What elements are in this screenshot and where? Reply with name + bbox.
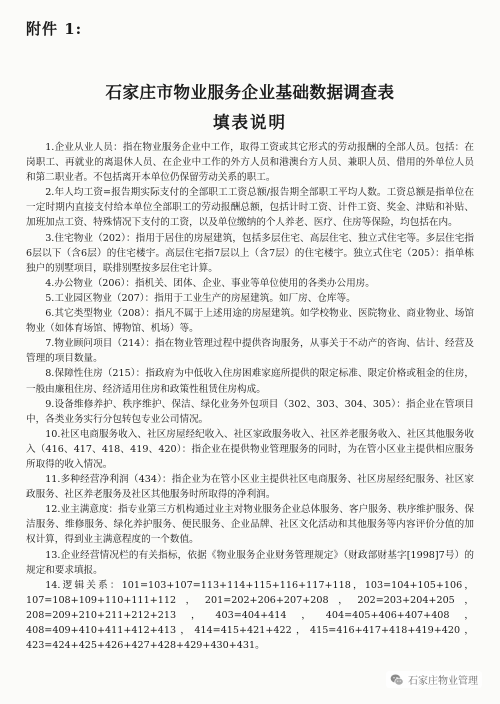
watermark bbox=[386, 671, 482, 688]
instruction-item-3: 3.住宅物业（202）：指用于居住的房屋建筑，包括多层住宅、高层住宅、独立式住宅等。多层住宅指6层以下（含6层）的住宅楼宇。高层住宅指7层以上（含7层）的住宅楼宇。独立式住宅（205）：指单栋独户的别墅项目，联排别墅按多层住宅计算。 bbox=[26, 232, 474, 274]
instruction-item-10: 10.社区电商服务收入、社区房屋经纪收入、社区家政服务收入、社区养老服务收入、社区其他服务收入（416、417、418、419、420）：指企业在提供物业管理服务的同时，为在管小区业主提供相应服务所取得的收入情况。 bbox=[26, 428, 474, 470]
instruction-item-14: 14.逻辑关系：101=103+107=113+114+115+116+117+118，103=104+105+106，107=108+109+110+111+112，201=202+206+207+208，202=203+204+205，208=209+210+211+212+213，403=404+414，404=405+406+407+408，408=409+410+411+412+413，414=415+421+422，415=416+417+418+419+420，423=424+425+426+427+428+429+430+431。 bbox=[26, 579, 474, 652]
instruction-list bbox=[26, 140, 474, 653]
wechat-icon bbox=[390, 673, 404, 687]
instruction-item-11: 11.多种经营净利润（434）：指企业为在管小区业主提供社区电商服务、社区房屋经纪服务、社区家政服务、社区养老服务及社区其他服务时所取得的净利润。 bbox=[26, 474, 474, 501]
instruction-item-2: 2.年人均工资=报告期实际支付的全部职工工资总额/报告期全部职工平均人数。工资总额是指单位在一定时期内直接支付给本单位全部职工的劳动报酬总额，包括计时工资、计件工资、奖金、津贴和补贴、加班加点工资、特殊情况下支付的工资，以及单位缴纳的个人养老、医疗、住房等保险，均包括在内。 bbox=[26, 187, 474, 229]
instruction-item-8: 8.保障性住房（215）：指政府为中低收入住房困难家庭所提供的限定标准、限定价格或租金的住房，一般由廉租住房、经济适用住房和政策性租赁住房构成。 bbox=[26, 368, 474, 395]
watermark-text: 石家庄物业管理 bbox=[408, 676, 478, 687]
instructions-heading: 填表说明 bbox=[213, 113, 287, 132]
document-title: 石家庄市物业服务企业基础数据调查表 bbox=[105, 83, 395, 102]
instruction-item-4: 4.办公物业（206）：指机关、团体、企业、事业等单位使用的各类办公用房。 bbox=[45, 277, 375, 289]
instruction-item-9: 9.设备维修养护、秩序维护、保洁、绿化业务外包项目（302、303、304、305）：指企业在管项目中，各类业务实行分包转包专业公司情况。 bbox=[26, 398, 474, 425]
instruction-item-6: 6.其它类型物业（208）：指凡不属于上述用途的房屋建筑。如学校物业、医院物业、商业物业、场馆物业（如体育场馆、博物馆、机场）等。 bbox=[26, 308, 474, 335]
instruction-item-1: 1.企业从业人员：指在物业服务企业中工作，取得工资或其它形式的劳动报酬的全部人员。包括：在岗职工、再就业的离退休人员、在企业中工作的外方人员和港澳台方人员、兼职人员、借用的外单位人员和第二职业者。不包括离开本单位仍保留劳动关系的职工。 bbox=[26, 142, 474, 184]
instruction-item-7: 7.物业顾问项目（214）：指在物业管理过程中提供咨询服务，从事关于不动产的咨询、估计、经营及管理的项目数量。 bbox=[26, 338, 474, 365]
attachment-label: 附件 1: bbox=[26, 20, 83, 38]
instruction-item-12: 12.业主满意度：指专业第三方机构通过业主对物业服务企业总体服务、客户服务、秩序维护服务、保洁服务、维修服务、绿化养护服务、便民服务、企业品牌、社区文化活动和其他服务等内容评价分值的加权计算，得到业主满意程度的一个数值。 bbox=[26, 504, 474, 546]
instruction-item-13: 13.企业经营情况栏的有关指标，依据《物业服务企业财务管理规定》（财政部财基字[1998]7号）的规定和要求填报。 bbox=[26, 549, 474, 576]
instruction-item-5: 5.工业园区物业（207）：指用于工业生产的房屋建筑。如厂房、仓库等。 bbox=[45, 292, 356, 304]
